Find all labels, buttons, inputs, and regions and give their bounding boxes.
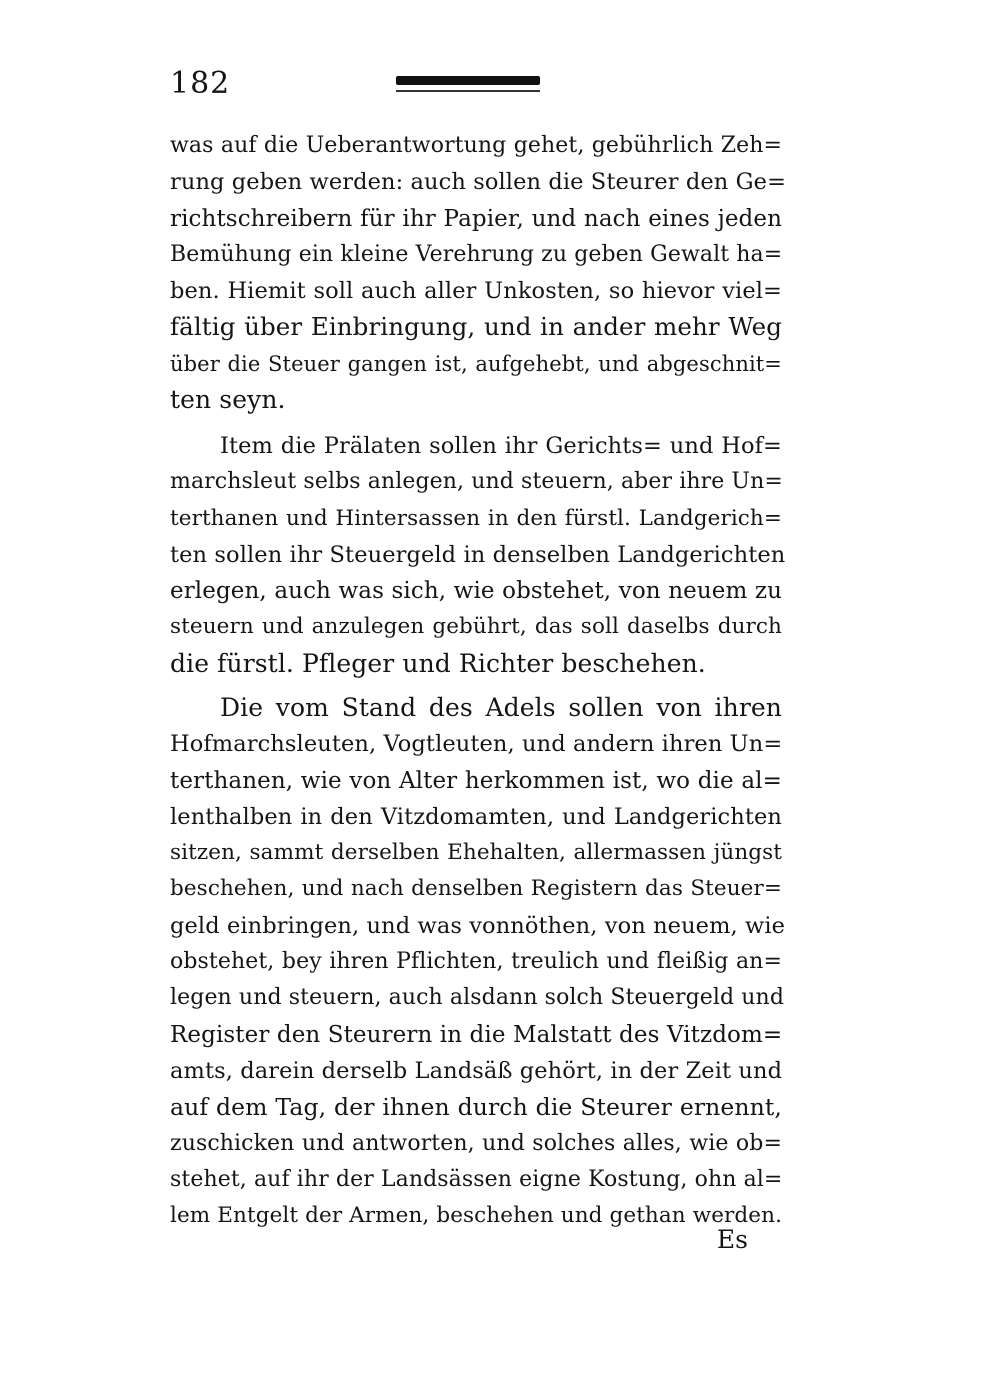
header-rule-thick (396, 76, 540, 85)
text-line: Hofmarchsleuten, Vogtleuten, und andern ihren Un= (170, 731, 783, 758)
text-line: Die vom Stand des Adels sollen von ihren (220, 693, 782, 722)
page-number: 182 (170, 66, 231, 101)
text-line: beschehen, und nach denselben Registern das Steuer= (170, 876, 782, 902)
text-line: steuern und anzulegen gebührt, das soll daselbs durch (170, 614, 782, 640)
text-line: legen und steuern, auch alsdann solch Steuergeld und (170, 985, 785, 1011)
text-line: ten seyn. (170, 385, 286, 415)
text-line: lenthalben in den Vitzdomamten, und Landgerichten (170, 803, 782, 830)
text-line: ten sollen ihr Steuergeld in denselben Landgerichten (170, 541, 786, 568)
text-line: Bemühung ein kleine Verehrung zu geben Gewalt ha= (170, 241, 783, 267)
text-line: auf dem Tag, der ihnen durch die Steurer ernennt, (170, 1093, 782, 1122)
text-line: erlegen, auch was sich, wie obstehet, von neuem zu (170, 578, 782, 605)
text-line: was auf die Ueberantwortung gehet, gebührlich Zeh= (170, 133, 782, 158)
text-line: obstehet, bey ihren Pflichten, treulich und fleißig an= (170, 949, 782, 975)
paragraph-3 (170, 690, 786, 1234)
text-line: fältig über Einbringung, und in ander mehr Weg (170, 312, 782, 342)
text-line: amts, darein derselb Landsäß gehört, in der Zeit und (170, 1057, 783, 1084)
paragraph-2 (170, 428, 786, 682)
catchword: Es (716, 1225, 748, 1254)
text-line: sitzen, sammt derselben Ehehalten, allermassen jüngst (170, 840, 782, 866)
text-line: richtschreibern für ihr Papier, und nach eines jeden (170, 205, 782, 232)
text-line: geld einbringen, und was vonnöthen, von neuem, wie (170, 912, 786, 939)
header-rule-ornament (396, 76, 540, 92)
text-line: stehet, auf ihr der Landsässen eigne Kostung, ohn al= (170, 1166, 783, 1192)
text-line: rung geben werden: auch sollen die Steurer den Ge= (170, 169, 787, 196)
text-line: Item die Prälaten sollen ihr Gerichts= und Hof= (220, 433, 782, 459)
header-rule-thin (396, 90, 540, 92)
paragraph-1 (170, 128, 787, 418)
text-line: lem Entgelt der Armen, beschehen und gethan werden. (170, 1203, 782, 1229)
text-line: ben. Hiemit soll auch aller Unkosten, so hievor viel= (170, 278, 782, 305)
text-line: Register den Steurern in die Malstatt des Vitzdom= (170, 1021, 783, 1048)
text-line: die fürstl. Pfleger und Richter beschehen. (170, 648, 706, 678)
text-line: über die Steuer gangen ist, aufgehebt, und abgeschnit= (170, 351, 782, 376)
text-line: marchsleut selbs anlegen, und steuern, aber ihre Un= (170, 469, 783, 495)
text-line: terthanen, wie von Alter herkommen ist, wo die al= (170, 767, 782, 794)
text-line: terthanen und Hintersassen in den fürstl. Landgerich= (170, 505, 782, 531)
text-line: zuschicken und antworten, und solches alles, wie ob= (170, 1130, 782, 1156)
